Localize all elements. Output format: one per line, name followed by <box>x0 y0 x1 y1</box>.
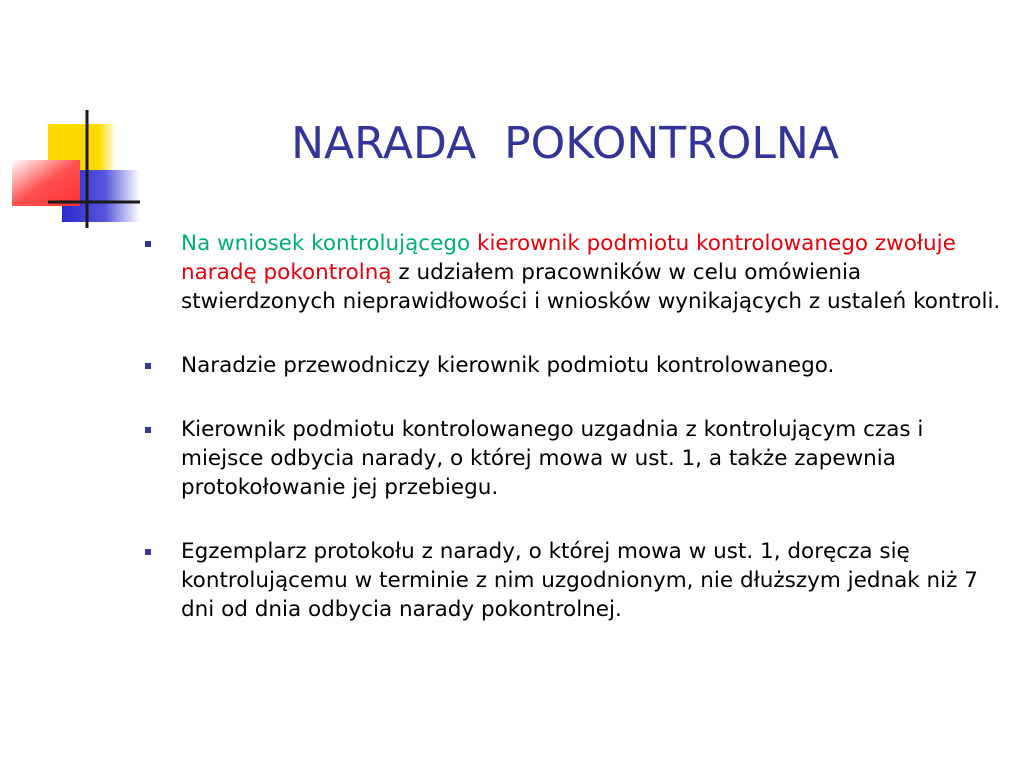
bullet-square-icon <box>145 241 151 247</box>
bullet-text-cyan: Na wniosek kontrolującego <box>181 231 477 256</box>
bullet-item <box>142 537 1002 624</box>
bullet-item <box>142 229 1002 316</box>
bullet-square-icon <box>145 549 151 555</box>
bullet-text: z udziałem pracowników w celu omówienia stwierdzonych nieprawidłowości i wniosków wynikających z ustaleń kontroli. <box>181 260 1001 314</box>
bullet-text: Egzemplarz protokołu z narady, o której mowa w ust. 1, doręcza się kontrolującemu w terminie z nim uzgodnionym, nie dłuższym jednak niż 7 dni od dnia odbycia narady pokontrolnej. <box>181 539 978 622</box>
decorative-squares-logo <box>0 100 160 240</box>
slide-title: NARADA POKONTROLNA <box>291 118 839 169</box>
bullet-text: Naradzie przewodniczy kierownik podmiotu kontrolowanego. <box>181 353 835 378</box>
bullet-square-icon <box>145 363 151 369</box>
bullet-square-icon <box>145 427 151 433</box>
bullet-text-red: kierownik podmiotu kontrolowanego zwołuje naradę pokontrolną <box>181 231 956 285</box>
bullet-text: Kierownik podmiotu kontrolowanego uzgadnia z kontrolującym czas i miejsce odbycia narady, o której mowa w ust. 1, a także zapewnia protokołowanie jej przebiegu. <box>181 417 924 500</box>
bullet-list <box>142 229 1002 624</box>
bullet-item <box>142 351 1002 380</box>
bullet-item <box>142 415 1002 502</box>
red-square <box>12 160 80 206</box>
